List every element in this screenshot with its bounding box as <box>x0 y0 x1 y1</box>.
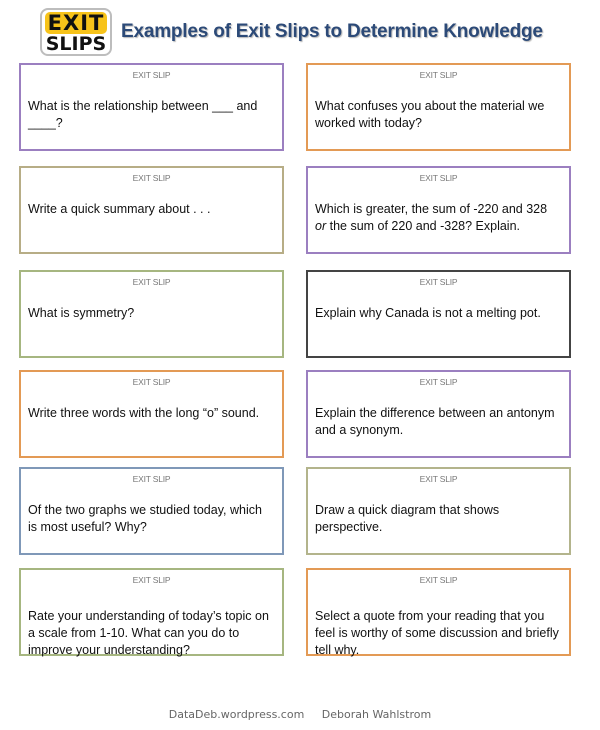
card-prompt: Draw a quick diagram that shows perspective. <box>315 503 500 534</box>
card-label: EXIT SLIP <box>419 173 458 183</box>
exit-slip-card-11 <box>19 568 284 656</box>
exit-slip-card-12 <box>306 568 571 656</box>
card-label: EXIT SLIP <box>132 377 171 387</box>
exit-slip-card-6 <box>306 270 571 358</box>
exit-slip-card-9 <box>19 467 284 555</box>
card-label: EXIT SLIP <box>419 277 458 287</box>
card-label: EXIT SLIP <box>419 70 458 80</box>
card-prompt: What is the relationship between ___ and ____? <box>28 99 258 130</box>
exit-slip-card-1 <box>19 63 284 151</box>
header <box>40 6 543 58</box>
exit-slip-card-3 <box>19 166 284 254</box>
card-label: EXIT SLIP <box>132 173 171 183</box>
card-prompt: Rate your understanding of today’s topic on a scale from 1-10. What can you do to improve your understanding? <box>28 609 269 657</box>
exit-slip-card-4 <box>306 166 571 254</box>
card-prompt: What is symmetry? <box>28 306 135 320</box>
card-prompt: Explain the difference between an antonym and a synonym. <box>315 406 555 437</box>
card-label: EXIT SLIP <box>419 377 458 387</box>
footer <box>0 708 600 721</box>
card-prompt: Write a quick summary about . . . <box>28 202 211 216</box>
page-title: Examples of Exit Slips to Determine Knowledge <box>121 21 543 42</box>
exit-slip-card-7 <box>19 370 284 458</box>
exit-slip-card-8 <box>306 370 571 458</box>
card-prompt: Explain why Canada is not a melting pot. <box>315 306 541 320</box>
card-prompt: Of the two graphs we studied today, which is most useful? Why? <box>28 503 262 534</box>
footer-site: DataDeb.wordpress.com <box>168 708 305 721</box>
card-prompt: Write three words with the long “o” sound. <box>28 406 260 420</box>
exit-slip-card-5 <box>19 270 284 358</box>
footer-author: Deborah Wahlstrom <box>321 708 432 721</box>
prompt-part: Which is greater, the sum of -220 and 328 <box>315 202 548 216</box>
card-label: EXIT SLIP <box>132 70 171 80</box>
exit-slip-card-2 <box>306 63 571 151</box>
card-label: EXIT SLIP <box>132 277 171 287</box>
card-label: EXIT SLIP <box>419 575 458 585</box>
prompt-part: the sum of 220 and -328? Explain. <box>326 219 521 233</box>
exit-slips-logo <box>40 8 112 56</box>
card-prompt: Select a quote from your reading that you feel is worthy of some discussion and briefly tell why. <box>315 609 559 657</box>
card-label: EXIT SLIP <box>132 575 171 585</box>
card-label: EXIT SLIP <box>132 474 171 484</box>
exit-slip-card-10 <box>306 467 571 555</box>
logo-bottom-text: SLIPS <box>45 33 107 55</box>
card-prompt <box>315 201 561 235</box>
logo-top-text: EXIT <box>45 12 107 34</box>
prompt-italic: or <box>315 219 327 233</box>
card-prompt: What confuses you about the material we worked with today? <box>315 99 545 130</box>
card-label: EXIT SLIP <box>419 474 458 484</box>
